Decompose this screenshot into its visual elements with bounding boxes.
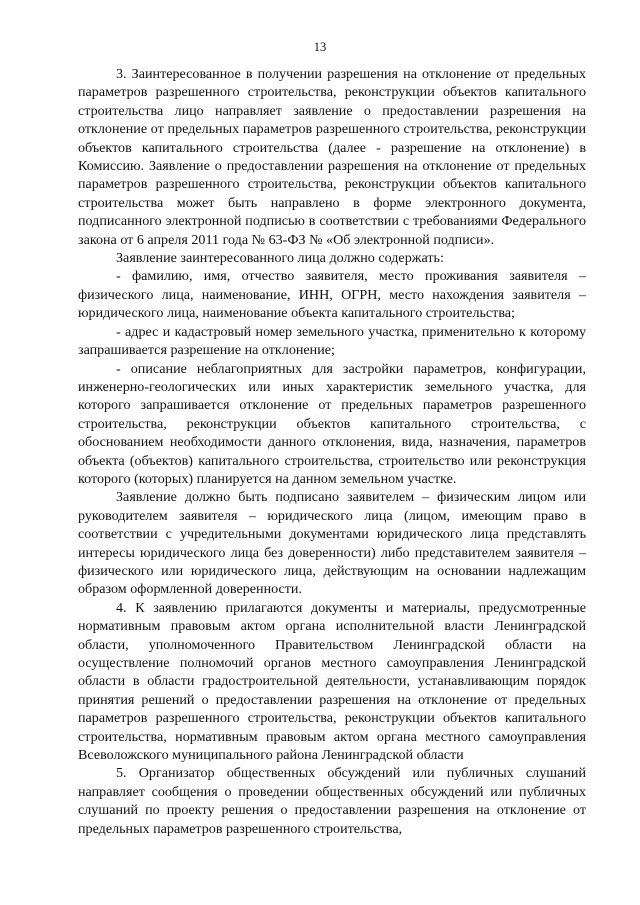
page-number: 13 bbox=[313, 40, 327, 54]
paragraph-signature-requirement: Заявление должно быть подписано заявителем – физическим лицом или руководителем заявителя – юридического лица (лицом, имеющим право в соответствии с учредительными документами юридического лица представлять интересы юридического лица без доверенности) либо представителем заявителя – физического или юридического лица, действующим на основании надлежащим образом оформленной доверенности. bbox=[78, 489, 586, 598]
paragraph-5-organizer: 5. Организатор общественных обсуждений или публичных слушаний направляет сообщения о проведении общественных обсуждений или публичных слушаний по проекту решения о предоставлении разрешения на отклонение от предельных параметров разрешенного строительства, bbox=[78, 765, 586, 837]
list-item-unfavorable-parameters: - описание неблагоприятных для застройки параметров, конфигурации, инженерно-геологических или иных характеристик земельного участка, для которого запрашивается отклонение от предельных параметров разрешенного строительства, реконструкции объектов капитального строительства, с обоснованием необходимости данного отклонения, вида, назначения, параметров объекта (объектов) капитального строительства, строительство или реконструкция которого (которых) планируется на данном земельном участке. bbox=[78, 360, 586, 487]
list-item-land-address: - адрес и кадастровый номер земельного участка, применительно к которому запрашивается разрешение на отклонение; bbox=[78, 323, 586, 359]
paragraph-3-application: 3. Заинтересованное в получении разрешения на отклонение от предельных параметров разрешенного строительства, реконструкции объектов капитального строительства лицо направляет заявление о предоставлении разрешения на отклонение от предельных параметров разрешенного строительства, реконструкции объектов капитального строительства (далее - разрешение на отклонение) в Комиссию. Заявление о предоставлении разрешения на отклонение от предельных параметров разрешенного строительства, реконструкции объектов капитального строительства может быть направлено в форме электронного документа, подписанного электронной подписью в соответствии с требованиями Федерального закона от 6 апреля 2011 года № 63-ФЗ № «Об электронной подписи». bbox=[78, 66, 586, 248]
document-body bbox=[78, 65, 586, 838]
list-item-applicant-details: - фамилию, имя, отчество заявителя, место проживания заявителя – физического лица, наименование, ИНН, ОГРН, место нахождения заявителя – юридического лица, наименование объекта капитального строительства; bbox=[78, 268, 586, 322]
paragraph-4-attachments: 4. К заявлению прилагаются документы и материалы, предусмотренные нормативным правовым актом органа исполнительной власти Ленинградской области, уполномоченного Правительством Ленинградской области на осуществление полномочий органов местного самоуправления Ленинградской области в области градостроительной деятельности, устанавливающим порядок принятия решений о предоставлении разрешения на отклонение от предельных параметров разрешенного строительства, реконструкции объектов капитального строительства, нормативным правовым актом органа местного самоуправления Всеволожского муниципального района Ленинградской области bbox=[78, 599, 586, 764]
paragraph-application-contents: Заявление заинтересованного лица должно содержать: bbox=[116, 250, 444, 267]
